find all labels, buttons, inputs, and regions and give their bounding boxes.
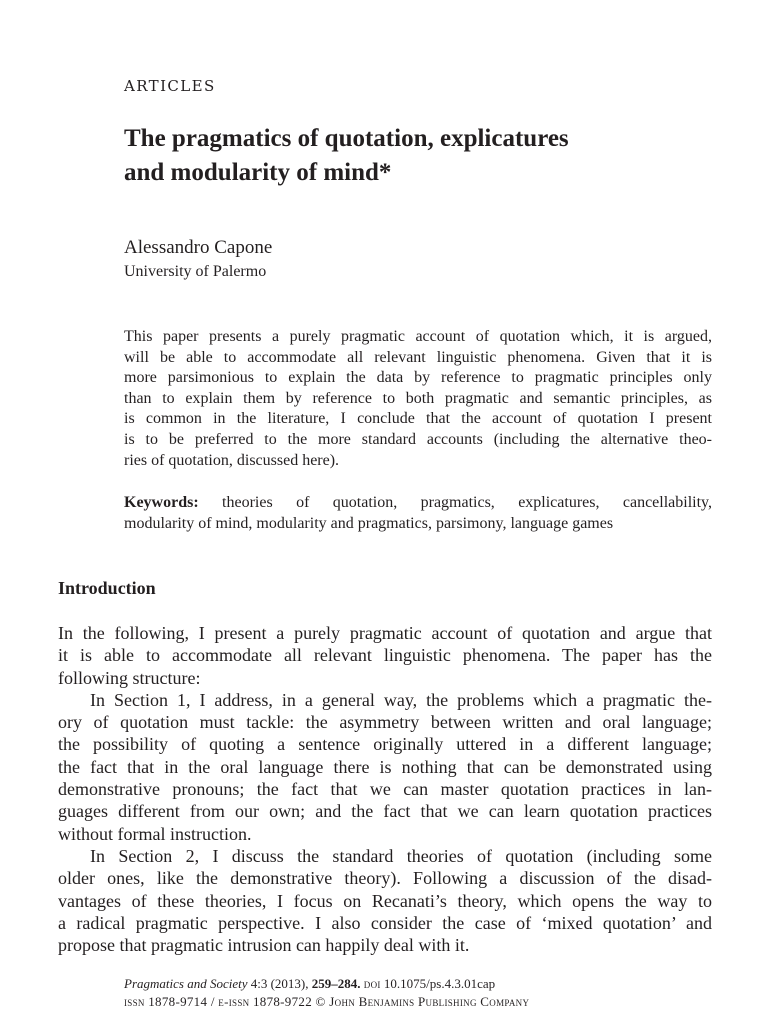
- abstract: [124, 327, 712, 471]
- body-line: vantages of these theories, I focus on Recanati’s theory, which opens the way to: [58, 890, 712, 911]
- body-line: guages different from our own; and the fact that we can learn quotation practices: [58, 801, 712, 822]
- body-line: following structure:: [58, 667, 201, 688]
- body-line: the possibility of quoting a sentence originally uttered in a different language;: [58, 734, 712, 755]
- abstract-line: is to be preferred to the more standard accounts (including the alternative theo-: [124, 430, 712, 448]
- doi-label: doi: [363, 976, 381, 991]
- doi-value: 10.1075/ps.4.3.01cap: [383, 976, 496, 991]
- section-label: ARTICLES: [124, 77, 216, 95]
- body-line: propose that pragmatic intrusion can happily deal with it.: [58, 935, 470, 956]
- journal-volume: 4:3 (2013),: [250, 976, 309, 991]
- body-line: the fact that in the oral language there is nothing that can be demonstrated using: [58, 756, 712, 777]
- abstract-line: than to explain them by reference to both pragmatic and semantic principles, as: [124, 389, 712, 407]
- journal-name: Pragmatics and Society: [124, 976, 248, 991]
- citation-footer: [124, 975, 529, 1011]
- keywords: [124, 492, 712, 534]
- keywords-text-2: modularity of mind, modularity and pragmatics, parsimony, language games: [124, 515, 614, 532]
- issn-line: issn 1878-9714 / e-issn 1878-9722 © John Benjamins Publishing Company: [124, 994, 530, 1009]
- keywords-text-1: theories of quotation, pragmatics, explicatures, cancellability,: [222, 494, 713, 511]
- keywords-line-1: [124, 492, 712, 513]
- introduction-body: [58, 622, 712, 956]
- author-name: Alessandro Capone: [124, 237, 273, 258]
- body-line: In the following, I present a purely pragmatic account of quotation and argue that: [58, 623, 712, 643]
- title-line-2: and modularity of mind*: [124, 159, 392, 186]
- abstract-line: This paper presents a purely pragmatic account of quotation which, it is argued,: [124, 328, 712, 345]
- keywords-label: Keywords:: [124, 494, 199, 511]
- body-line: demonstrative pronouns; the fact that we can master quotation practices in lan-: [58, 779, 712, 800]
- title-line-1: The pragmatics of quotation, explicatures: [124, 125, 569, 152]
- page-range: 259–284.: [311, 976, 361, 991]
- abstract-line: ries of quotation, discussed here).: [124, 451, 340, 469]
- body-line: In Section 1, I address, in a general way, the problems which a pragmatic the-: [90, 689, 712, 710]
- body-line: without formal instruction.: [58, 823, 252, 844]
- article-title: [124, 122, 684, 190]
- author-affiliation: University of Palermo: [124, 263, 267, 280]
- body-line: In Section 2, I discuss the standard theories of quotation (including some: [90, 845, 712, 866]
- body-line: a radical pragmatic perspective. I also consider the case of ‘mixed quotation’ and: [58, 912, 712, 933]
- abstract-line: is common in the literature, I conclude that the account of quotation I present: [124, 410, 712, 428]
- abstract-line: more parsimonious to explain the data by reference to pragmatic principles only: [124, 369, 712, 387]
- body-line: ory of quotation must tackle: the asymmetry between written and oral language;: [58, 712, 712, 733]
- introduction-heading: Introduction: [58, 578, 156, 598]
- body-line: it is able to accommodate all relevant linguistic phenomena. The paper has the: [58, 645, 712, 666]
- body-line: older ones, like the demonstrative theory). Following a discussion of the disad-: [58, 868, 712, 889]
- citation-line: [124, 975, 529, 993]
- abstract-line: will be able to accommodate all relevant linguistic phenomena. Given that it is: [124, 348, 712, 366]
